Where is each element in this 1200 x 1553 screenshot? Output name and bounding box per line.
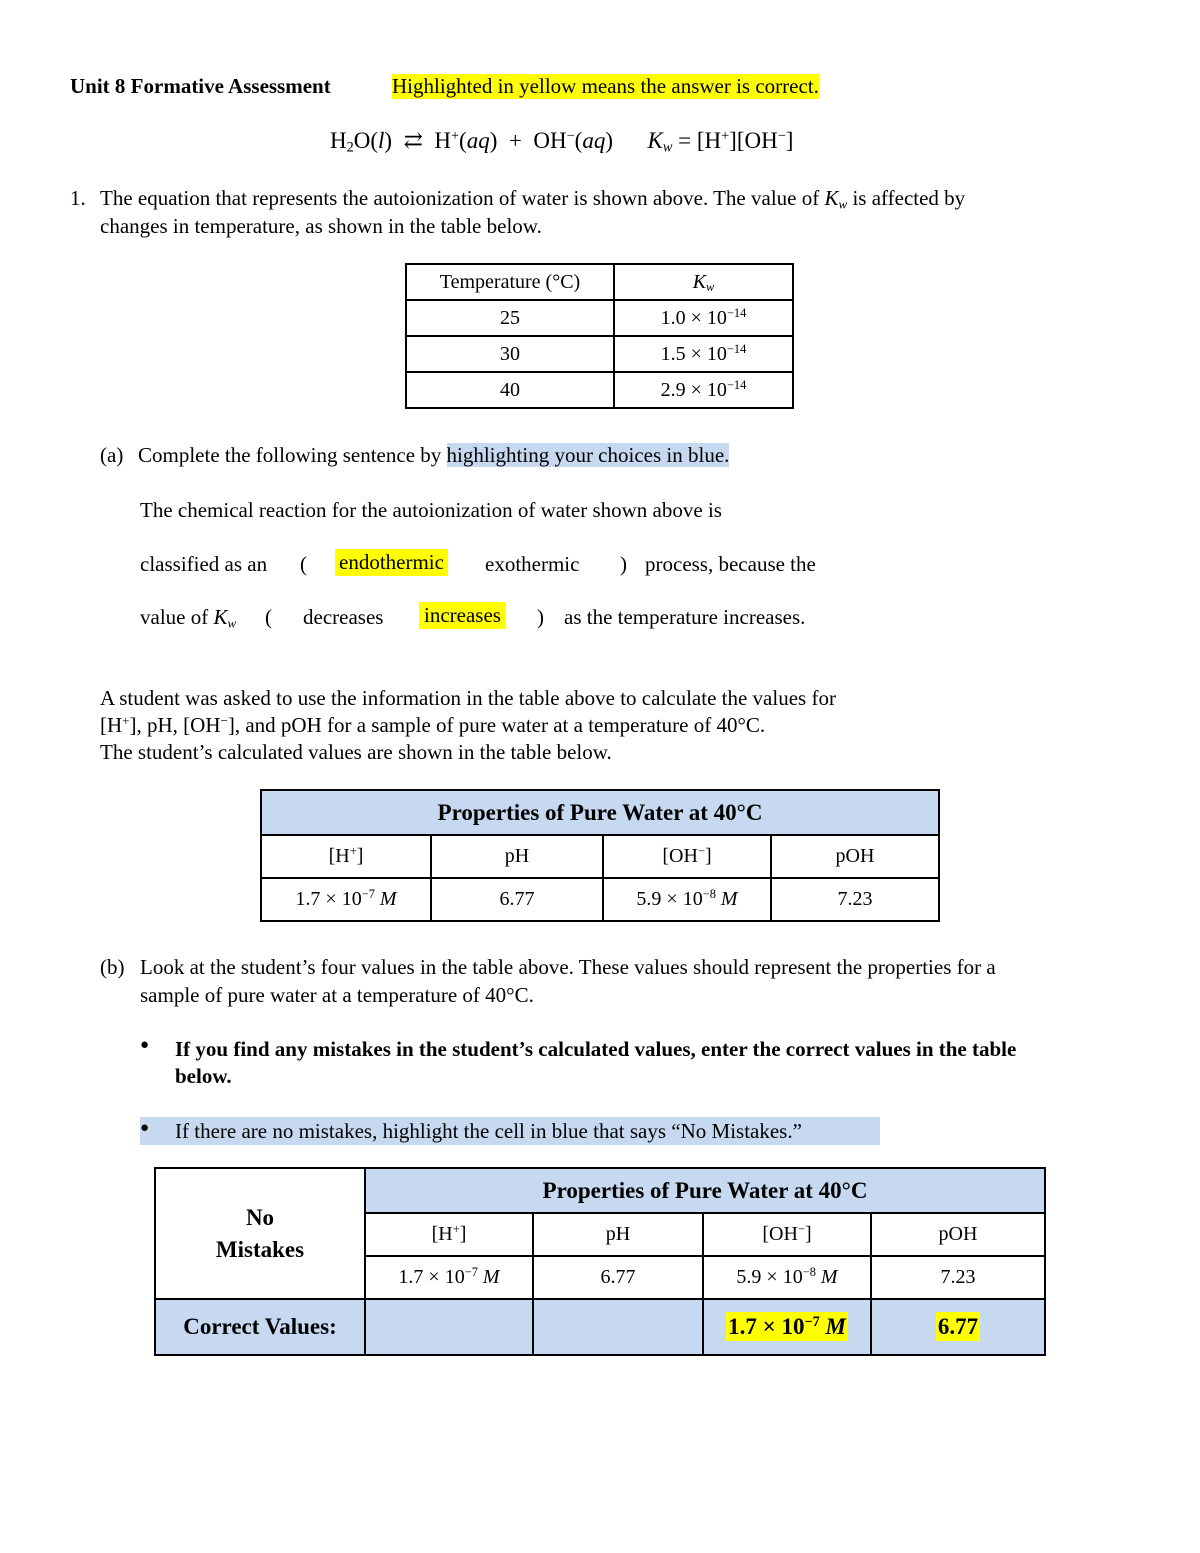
table-row xyxy=(261,878,939,921)
part-b-line-2: sample of pure water at a temperature of 40°C. xyxy=(140,983,534,1007)
student-table-title: Properties of Pure Water at 40°C xyxy=(261,790,939,835)
no-mistakes-cell[interactable]: No Mistakes xyxy=(155,1168,365,1299)
value-oh: $5.9 \times 10^{-8}$ M xyxy=(603,878,771,921)
value-h: $1.7 \times 10^{-7}$ M xyxy=(365,1256,533,1299)
as-temp-text: as the temperature increases. xyxy=(564,605,806,629)
bullet-icon: ● xyxy=(140,1120,150,1136)
header-h: [H+] xyxy=(261,835,431,878)
bullet-1-line-1: If you find any mistakes in the student’s calculated values, enter the correct values in the table xyxy=(175,1037,1017,1061)
student-values-table xyxy=(260,789,940,922)
open-paren: ( xyxy=(300,552,307,576)
header-poh: pOH xyxy=(871,1213,1045,1256)
correct-values-row xyxy=(155,1299,1045,1355)
answer-table-title: Properties of Pure Water at 40°C xyxy=(365,1168,1045,1213)
highlight-note: Highlighted in yellow means the answer is correct. xyxy=(392,74,819,98)
open-paren-2: ( xyxy=(265,605,272,629)
value-poh: 7.23 xyxy=(771,878,939,921)
value-poh: 7.23 xyxy=(871,1256,1045,1299)
answer-table xyxy=(154,1167,1046,1356)
header-oh: [OH−] xyxy=(703,1213,871,1256)
classified-text: classified as an xyxy=(140,552,268,576)
student-line-2: [H+], pH, [OH−], and pOH for a sample of pure water at a temperature of 40°C. xyxy=(100,712,766,737)
value-oh: $5.9 \times 10^{-8}$ M xyxy=(703,1256,871,1299)
table-row xyxy=(406,300,793,336)
choice-decreases[interactable]: decreases xyxy=(303,605,384,629)
choice-exothermic[interactable]: exothermic xyxy=(485,552,580,576)
part-b-label: (b) xyxy=(100,955,125,979)
value-ph: 6.77 xyxy=(533,1256,703,1299)
header-ph: pH xyxy=(533,1213,703,1256)
equation: $H_2O(l)$ ⇄ H+(aq) + OH−(aq) $K_w = [H^+][OH^-]$ xyxy=(330,128,794,156)
q1-number: 1. xyxy=(70,186,86,210)
bullet-icon: ● xyxy=(140,1037,150,1053)
table-row xyxy=(406,336,793,372)
kw-value-cell: $1.5 \times 10^{-14}$ xyxy=(614,336,793,372)
student-line-3: The student’s calculated values are shown in the table below. xyxy=(100,740,612,764)
close-paren-2: ) xyxy=(537,605,544,629)
page-title: Unit 8 Formative Assessment xyxy=(70,74,331,98)
correct-ph-input[interactable] xyxy=(533,1299,703,1355)
kw-value-cell: $2.9 \times 10^{-14}$ xyxy=(614,372,793,408)
student-line-1: A student was asked to use the information in the table above to calculate the values for xyxy=(100,686,836,710)
header-poh: pOH xyxy=(771,835,939,878)
bullet-1-line-2: below. xyxy=(175,1064,232,1088)
correct-oh-input[interactable]: $1.7 \times 10^{-7}$ M xyxy=(703,1299,871,1355)
table-row xyxy=(406,372,793,408)
kw-table xyxy=(405,263,794,409)
q1-text-line2: changes in temperature, as shown in the table below. xyxy=(100,214,542,238)
close-paren: ) xyxy=(620,552,627,576)
bullet-2-text: If there are no mistakes, highlight the cell in blue that says “No Mistakes.” xyxy=(175,1119,802,1143)
part-a-instruction: Complete the following sentence by highlighting your choices in blue. xyxy=(138,443,730,467)
kw-temp-cell: 25 xyxy=(406,300,614,336)
correct-poh-input[interactable]: 6.77 xyxy=(871,1299,1045,1355)
header-oh: [OH−] xyxy=(603,835,771,878)
correct-values-label: Correct Values: xyxy=(155,1299,365,1355)
kw-temp-cell: 40 xyxy=(406,372,614,408)
kw-temp-cell: 30 xyxy=(406,336,614,372)
q1-text-line1: The equation that represents the autoionization of water is shown above. The value of $K_w$ is affected by xyxy=(100,186,966,212)
value-h: $1.7 \times 10^{-7}$ M xyxy=(261,878,431,921)
choice-endothermic[interactable]: endothermic xyxy=(335,549,448,576)
value-ph: 6.77 xyxy=(431,878,603,921)
header-h: [H+] xyxy=(365,1213,533,1256)
choice-increases[interactable]: increases xyxy=(419,602,506,629)
part-b-line-1: Look at the student’s four values in the table above. These values should represent the properties for a xyxy=(140,955,996,979)
part-a-label: (a) xyxy=(100,443,124,467)
kw-value-cell: $1.0 \times 10^{-14}$ xyxy=(614,300,793,336)
kw-header-temperature: Temperature (°C) xyxy=(406,264,614,300)
kw-header-kw: $K_w$ xyxy=(614,264,793,300)
header-ph: pH xyxy=(431,835,603,878)
because-text: process, because the xyxy=(645,552,816,576)
value-of-kw: value of $K_w$ xyxy=(140,605,237,631)
correct-h-input[interactable] xyxy=(365,1299,533,1355)
part-a-sentence-1: The chemical reaction for the autoionization of water shown above is xyxy=(140,498,722,522)
